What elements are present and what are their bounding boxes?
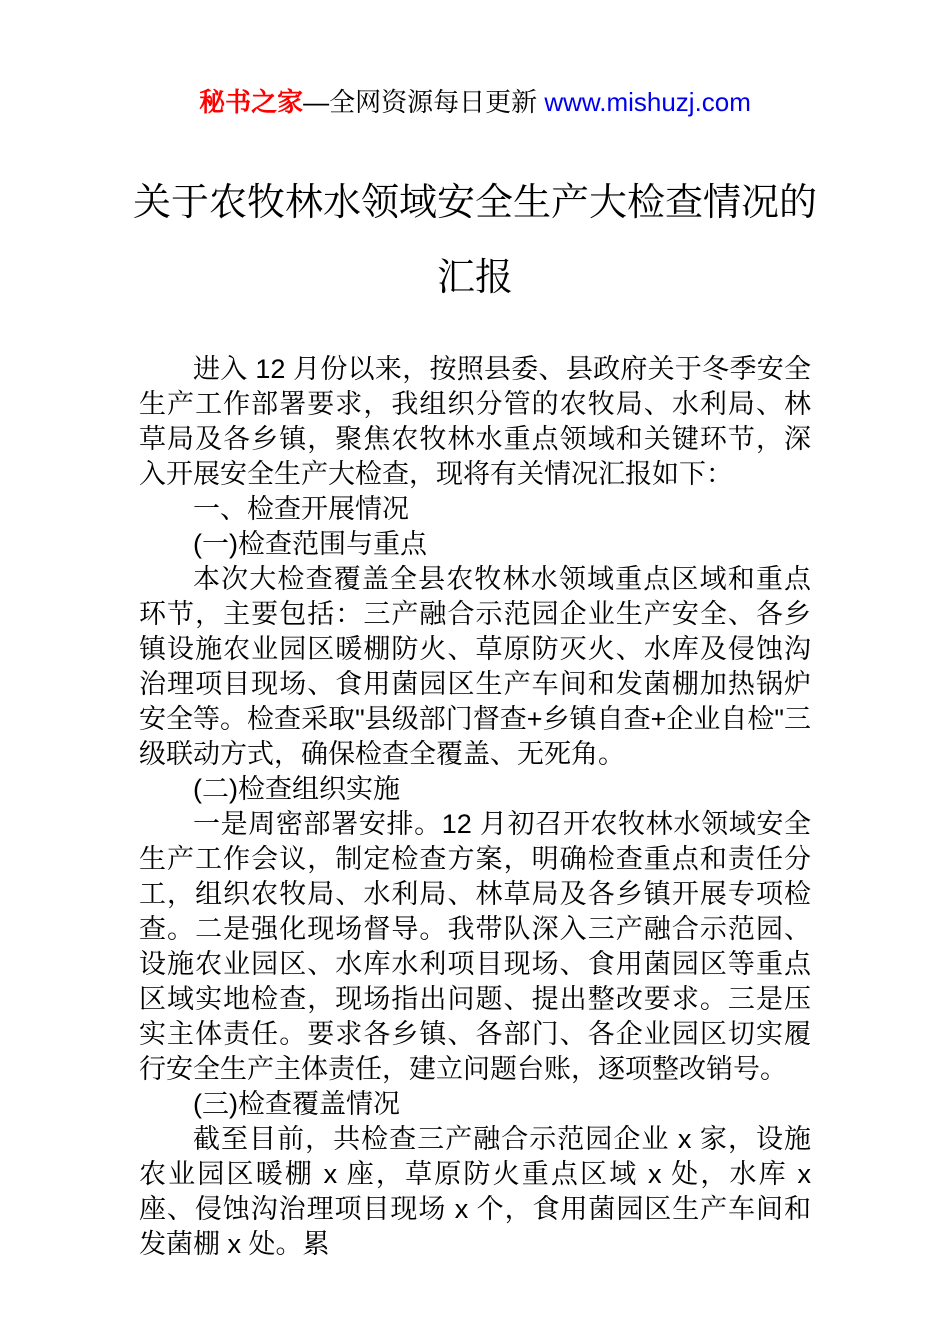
document-title: 关于农牧林水领域安全生产大检查情况的汇报: [132, 182, 817, 299]
paragraph-organization-implementation: 一是周密部署安排。12 月初召开农牧林水领域安全生产工作会议，制定检查方案，明确检查重点和责任分工，组织农牧局、水利局、林草局及各乡镇开展专项检查。二是强化现场督导。我带队深入三产融合示范园、设施农业园区、水库水利项目现场、食用菌园区等重点区域实地检查，现场指出问题、提出整改要求。三是压实主体责任。要求各乡镇、各部门、各企业园区切实履行安全生产主体责任，建立问题台账，逐项整改销号。: [139, 809, 811, 1084]
subsection-heading-1-2: (二)检查组织实施: [193, 774, 400, 804]
watermark-header: [0, 0, 950, 118]
site-tagline: —全网资源每日更新: [303, 87, 545, 117]
subsection-heading-1-1: (一)检查范围与重点: [193, 529, 427, 559]
section-heading-1: 一、检查开展情况: [193, 494, 409, 524]
document-body: [139, 352, 811, 1262]
intro-paragraph: 进入 12 月份以来，按照县委、县政府关于冬季安全生产工作部署要求，我组织分管的农牧局、水利局、林草局及各乡镇，聚焦农牧林水重点领域和关键环节，深入开展安全生产大检查，现将有关情况汇报如下：: [139, 354, 811, 489]
paragraph-coverage-status: 截至目前，共检查三产融合示范园企业 x 家，设施农业园区暖棚 x 座，草原防火重点区域 x 处，水库 x 座、侵蚀沟治理项目现场 x 个，食用菌园区生产车间和发菌棚 x 处。累: [139, 1124, 811, 1259]
site-url-link[interactable]: www.mishuzj.com: [544, 87, 751, 117]
paragraph-scope-and-focus: 本次大检查覆盖全县农牧林水领域重点区域和重点环节，主要包括：三产融合示范园企业生产安全、各乡镇设施农业园区暖棚防火、草原防灭火、水库及侵蚀沟治理项目现场、食用菌园区生产车间和发菌棚加热锅炉安全等。检查采取"县级部门督查+乡镇自查+企业自检"三级联动方式，确保检查全覆盖、无死角。: [139, 564, 811, 769]
site-brand: 秘书之家: [199, 87, 304, 117]
subsection-heading-1-3: (三)检查覆盖情况: [193, 1089, 400, 1119]
